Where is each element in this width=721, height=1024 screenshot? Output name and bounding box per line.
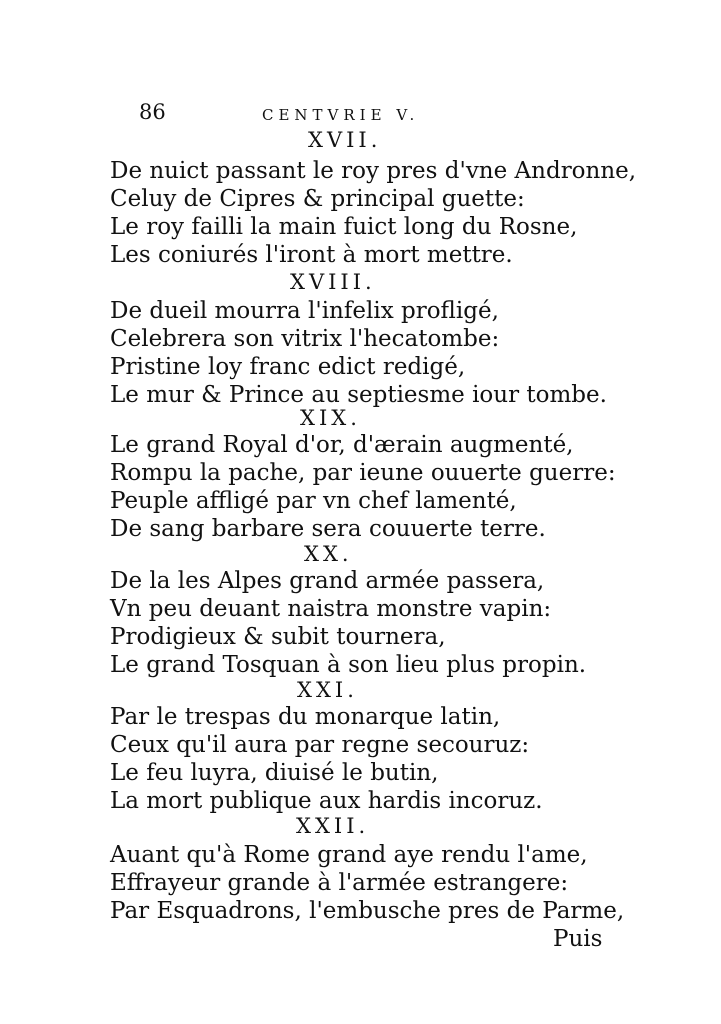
verse-line: Le feu luyra, diuisé le butin, bbox=[110, 760, 439, 786]
verse-line: Celuy de Cipres & principal guette: bbox=[110, 186, 525, 212]
page-number: 86 bbox=[139, 100, 166, 124]
running-title: CENTVRIE V. bbox=[262, 106, 420, 124]
verse-line: De sang barbare sera couuerte terre. bbox=[110, 516, 546, 542]
verse-line: Peuple affligé par vn chef lamenté, bbox=[110, 488, 517, 514]
verse-line: Le roy failli la main fuict long du Rosne, bbox=[110, 214, 578, 240]
verse-line: Celebrera son vitrix l'hecatombe: bbox=[110, 326, 500, 352]
stanza-numeral: XXI. bbox=[297, 678, 358, 702]
stanza-numeral: XX. bbox=[304, 542, 353, 566]
verse-line: Pristine loy franc edict redigé, bbox=[110, 354, 466, 380]
page-header bbox=[0, 100, 721, 130]
verse-line: Vn peu deuant naistra monstre vapin: bbox=[110, 596, 552, 622]
stanza-numeral: XIX. bbox=[300, 406, 361, 430]
catchword: Puis bbox=[553, 926, 603, 952]
verse-line: Prodigieux & subit tournera, bbox=[110, 624, 446, 650]
verse-line: Les coniurés l'iront à mort mettre. bbox=[110, 242, 513, 268]
stanza-numeral: XVII. bbox=[308, 128, 382, 152]
verse-line: Le grand Royal d'or, d'ærain augmenté, bbox=[110, 432, 574, 458]
verse-line: Le mur & Prince au septiesme iour tombe. bbox=[110, 382, 607, 408]
verse-line: Par Esquadrons, l'embusche pres de Parme, bbox=[110, 898, 625, 924]
verse-line: Le grand Tosquan à son lieu plus propin. bbox=[110, 652, 587, 678]
verse-line: De nuict passant le roy pres d'vne Andronne, bbox=[110, 158, 637, 184]
verse-line: La mort publique aux hardis incoruz. bbox=[110, 788, 543, 814]
verse-line: Rompu la pache, par ieune ouuerte guerre: bbox=[110, 460, 616, 486]
verse-line: De dueil mourra l'infelix profligé, bbox=[110, 298, 499, 324]
stanza-numeral: XVIII. bbox=[290, 270, 376, 294]
verse-line: De la les Alpes grand armée passera, bbox=[110, 568, 545, 594]
verse-line: Effrayeur grande à l'armée estrangere: bbox=[110, 870, 569, 896]
verse-line: Ceux qu'il aura par regne secouruz: bbox=[110, 732, 530, 758]
stanza-numeral: XXII. bbox=[296, 814, 370, 838]
verse-line: Par le trespas du monarque latin, bbox=[110, 704, 501, 730]
verse-line: Auant qu'à Rome grand aye rendu l'ame, bbox=[110, 842, 588, 868]
